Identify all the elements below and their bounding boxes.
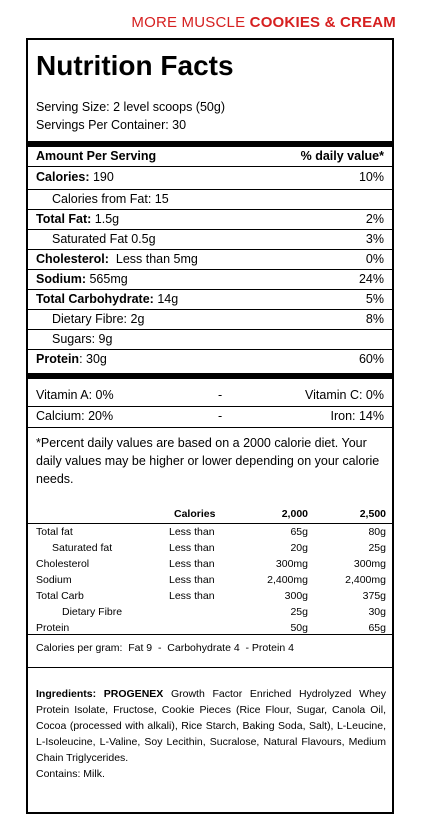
vitamin-sep: - [218, 409, 223, 423]
ingredients-brand: PROGENEX [103, 688, 164, 700]
nutrient-label: Total Carbohydrate: [36, 292, 154, 306]
nutrient-amount: Calories from Fat: 15 [52, 192, 169, 206]
nutrient-amount: Saturated Fat 0.5g [52, 232, 156, 246]
table-cell: Dietary Fibre [62, 606, 123, 618]
vitamin-sep: - [218, 388, 223, 402]
table-cell: Total Carb [36, 590, 84, 602]
divider [28, 229, 392, 230]
table-row [36, 542, 386, 558]
vitamin-left: Vitamin A: 0% [36, 388, 114, 402]
divider [28, 667, 392, 668]
nutrient-label: Cholesterol: [36, 252, 109, 266]
table-cell: Less than [169, 574, 215, 586]
nutrient-label: Calories: [36, 170, 90, 184]
nutrient-amount: 1.5g [91, 212, 120, 226]
serving-size: Serving Size: 2 level scoops (50g) [36, 100, 225, 114]
divider [28, 189, 392, 190]
nutrient-dv: 3% [365, 232, 384, 246]
table-cell: Cholesterol [36, 558, 90, 570]
table-cell: 2,400mg [345, 574, 386, 586]
reference-table [36, 508, 386, 634]
divider [28, 406, 392, 407]
table-row [36, 574, 386, 590]
table-header: Calories [174, 508, 216, 520]
table-row [36, 606, 386, 622]
thick-divider [28, 141, 392, 147]
divider [28, 349, 392, 350]
divider [28, 269, 392, 270]
table-cell: 25g [368, 542, 386, 554]
daily-value-header: % daily value* [300, 149, 384, 163]
nutrient-dv: 10% [358, 170, 384, 184]
nutrient-amount: : 30g [79, 352, 107, 366]
table-cell: Less than [169, 542, 215, 554]
table-cell: Less than [169, 526, 215, 538]
table-header: 2,000 [281, 508, 308, 520]
nutrition-panel [26, 38, 394, 814]
nutrient-amount: Sugars: 9g [52, 332, 113, 346]
panel-title: Nutrition Facts [36, 50, 234, 81]
table-cell: Less than [169, 590, 215, 602]
divider [28, 249, 392, 250]
servings-per-container: Servings Per Container: 30 [36, 118, 187, 132]
nutrient-label: Total Fat: [36, 212, 92, 226]
table-cell: 375g [362, 590, 386, 602]
divider [28, 329, 392, 330]
table-cell: 25g [290, 606, 308, 618]
table-cell: 2,400mg [267, 574, 308, 586]
nutrient-dv: 0% [365, 252, 384, 266]
divider [28, 523, 392, 524]
table-cell: 20g [290, 542, 308, 554]
table-cell: 80g [368, 526, 386, 538]
nutrient-dv: 24% [358, 272, 384, 286]
table-cell: Sodium [36, 574, 72, 586]
table-header: 2,500 [359, 508, 386, 520]
brand-prefix: MORE MUSCLE [131, 14, 246, 31]
calories-per-gram-text: Calories per gram: Fat 9 - Carbohydrate 4 - Protein 4 [36, 642, 294, 654]
nutrient-amount: Dietary Fibre: 2g [52, 312, 145, 326]
divider [28, 209, 392, 210]
vitamin-right: Iron: 14% [330, 409, 384, 423]
divider [28, 166, 392, 167]
table-cell: 300g [284, 590, 308, 602]
nutrient-amount: 190 [89, 170, 114, 184]
ingredients: Ingredients: PROGENEX Growth Factor Enriched Hydrolyzed Whey Protein Isolate, Fructose, Cookie Pieces (Rice Flour, Sugar, Canola Oil, Cocoa (processed with alkali), Rice Starch, Baking Soda, Salt), L-Leucine, L-Isoleucine, L-Valine, Soy Lecithin, Sucralose, Natural Flavours, Medium Chain Triglycerides. Contains: Milk. [36, 688, 386, 780]
nutrient-amount: Less than 5mg [108, 252, 198, 266]
nutrient-dv: 8% [365, 312, 384, 326]
ingredients-text: Growth Factor Enriched Hydrolyzed Whey Protein Isolate, Fructose, Cookie Pieces (Rice Flour, Sugar, Canola Oil, Cocoa (processed with alkali), Rice Starch, Baking Soda, Salt), L-Leucine, L-Isoleucine, L-Valine, Soy Lecithin, Sucralose, Natural Flavours, Medium Chain Triglycerides. [36, 688, 386, 764]
nutrient-dv: 5% [365, 292, 384, 306]
table-cell: 300mg [275, 558, 308, 570]
vitamin-right: Vitamin C: 0% [305, 388, 384, 402]
brand-product: COOKIES & CREAM [249, 14, 396, 31]
table-cell: 30g [368, 606, 386, 618]
nutrient-amount: 565mg [86, 272, 128, 286]
divider [28, 634, 392, 635]
table-row [36, 590, 386, 606]
nutrient-label: Sodium: [36, 272, 86, 286]
divider [28, 289, 392, 290]
allergen-statement: Contains: Milk. [36, 768, 105, 780]
amount-per-serving: Amount Per Serving [36, 149, 157, 163]
footnote: *Percent daily values are based on a 2000 calorie diet. Your daily values may be higher or lower depending on your calorie needs. [36, 436, 380, 486]
ingredients-label: Ingredients [36, 688, 93, 700]
table-cell: Total fat [36, 526, 73, 538]
table-row [36, 526, 386, 542]
table-cell: 50g [290, 622, 308, 634]
thick-divider [28, 373, 392, 379]
nutrient-label: Protein [36, 352, 80, 366]
nutrient-dv: 2% [365, 212, 384, 226]
nutrient-amount: 14g [153, 292, 179, 306]
divider [28, 427, 392, 428]
vitamin-left: Calcium: 20% [36, 409, 114, 423]
table-cell: 65g [368, 622, 386, 634]
nutrient-dv: 60% [358, 352, 384, 366]
table-cell: 300mg [353, 558, 386, 570]
table-cell: Saturated fat [52, 542, 113, 554]
table-row [36, 622, 386, 638]
table-cell: 65g [290, 526, 308, 538]
table-cell: Less than [169, 558, 215, 570]
divider [28, 309, 392, 310]
table-row [36, 558, 386, 574]
brand-heading [131, 14, 396, 31]
table-cell: Protein [36, 622, 70, 634]
